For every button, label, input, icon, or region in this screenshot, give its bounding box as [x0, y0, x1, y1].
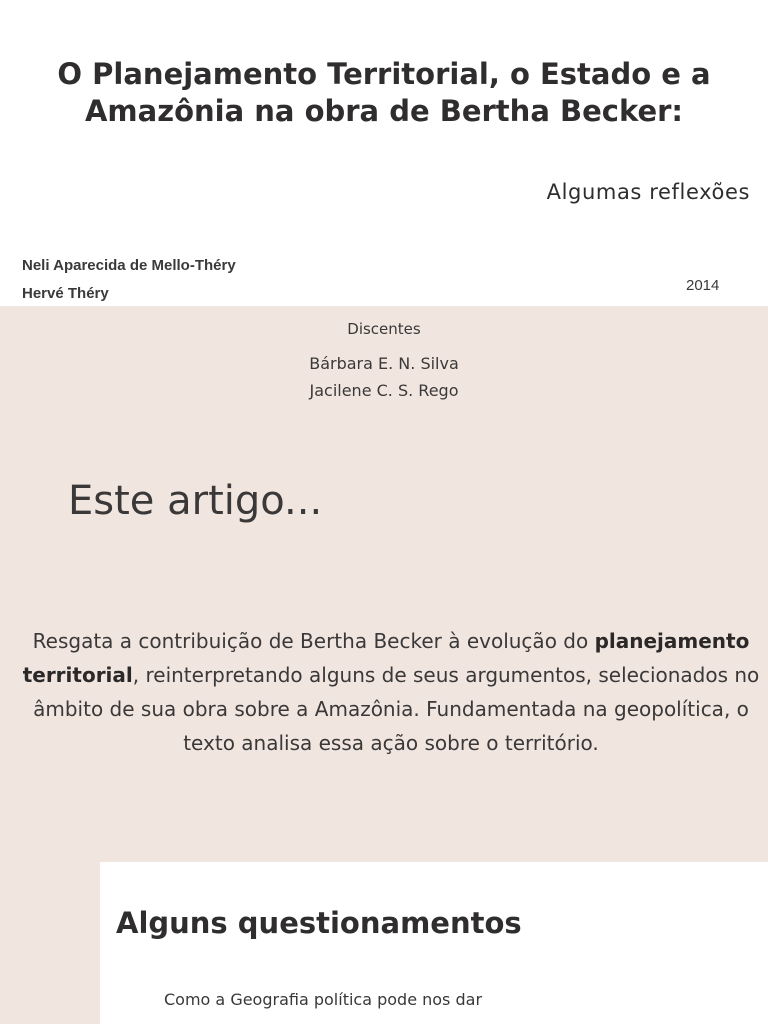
question-text: Como a Geografia política pode nos dar — [164, 990, 483, 1009]
publication-year: 2014 — [686, 277, 720, 294]
student-name: Bárbara E. N. Silva — [309, 354, 459, 373]
cover-slide — [0, 0, 768, 306]
article-summary — [20, 624, 762, 760]
students-label: Discentes — [347, 320, 421, 338]
author-name: Hervé Théry — [22, 285, 109, 302]
presentation-subtitle: Algumas reflexões — [546, 180, 750, 204]
summary-bold-term: planejamento territorial — [22, 629, 750, 687]
questions-slide — [0, 862, 768, 1024]
article-heading: Este artigo... — [68, 478, 323, 524]
summary-text: Resgata a contribuição de Bertha Becker à evolução do — [32, 629, 595, 653]
article-slide — [0, 306, 768, 862]
questions-card — [100, 862, 768, 1024]
questions-heading: Alguns questionamentos — [116, 906, 522, 940]
author-name: Neli Aparecida de Mello-Théry — [22, 257, 236, 274]
student-name: Jacilene C. S. Rego — [309, 381, 459, 400]
summary-text: , reinterpretando alguns de seus argumentos, selecionados no âmbito de sua obra sobre a Amazônia. Fundamentada na geopolítica, o texto analisa essa ação sobre o território. — [33, 663, 760, 755]
presentation-title: O Planejamento Territorial, o Estado e a Amazônia na obra de Bertha Becker: — [57, 57, 711, 128]
